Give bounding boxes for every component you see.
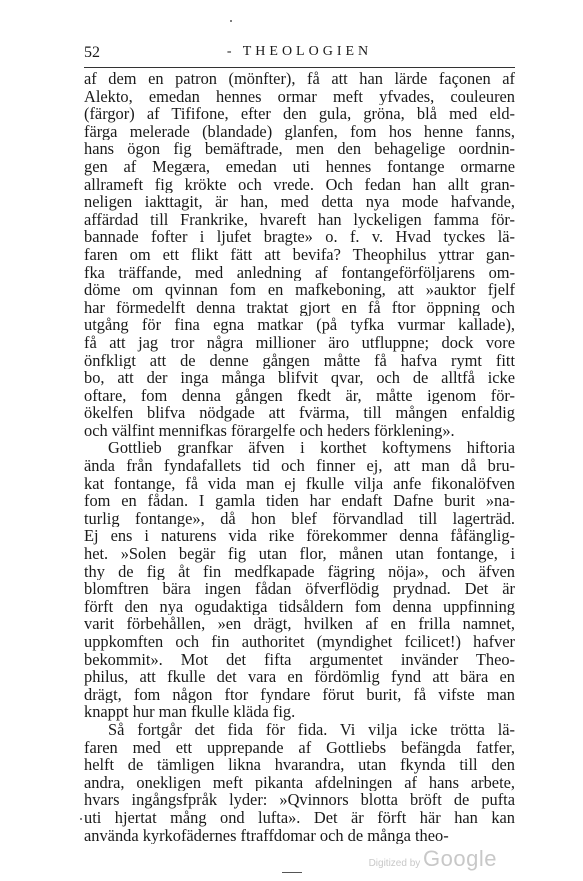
page-header [84, 44, 515, 64]
text-line: förft den nya ogudaktiga tidsåldern fom denna uppfinning [84, 597, 515, 616]
text-line: Ej ens i naturens vida rike förekommer denna fåfänglig- [84, 527, 515, 546]
text-line: önfkligt att de denne gången måtte få hafva rymt fitt [84, 351, 515, 370]
text-line: uti hjertat mång ond lufta». Det är förft här han kan [84, 808, 515, 827]
text-line: helft de tämligen likna hvarandra, utan fkynda till den [84, 756, 515, 774]
text-line: hans ögon fig bemäftrade, men den behagelige oordnin- [84, 140, 515, 158]
text-line: få att jag tror några millioner äro utfluppne; dock vore [84, 333, 515, 352]
text-line: drägt, fom någon ftor fyndare förut burit, få vifste man [84, 685, 515, 704]
text-line: ökelfen blifva nödgade att fvärma, till mången enfaldig [84, 404, 515, 422]
text-line: bannade fofter i ljufet bragte» o. f. v. Hvad tyckes lä- [84, 228, 515, 246]
text-line: gen af Megæra, emedan uti hennes fontange ormarne [84, 157, 515, 176]
text-line: knappt hur man fkulle kläda fig. [84, 703, 296, 721]
header-rule [84, 67, 515, 68]
text-line: Så fortgår det fida för fida. Vi vilja icke trötta lä- [108, 720, 515, 739]
text-line: Alekto, emedan hennes ormar meft yfvades, couleuren [84, 87, 515, 106]
text-line: fom en fådan. I gamla tiden har endaft Dafne burit »na- [84, 492, 515, 510]
body-text [84, 70, 515, 844]
text-line: het. »Solen begär fig utan flor, månen utan fontange, i [84, 545, 515, 563]
text-line: fka träffande, med anledning af fontangeförföljarens om- [84, 263, 515, 282]
text-line: faren om ett flikt fätt att bevifa? Theophilus yttrar gan- [84, 245, 515, 264]
text-line: bo, att der inga många blifvit qvar, och de alltfå icke [84, 369, 515, 387]
print-speck [80, 818, 82, 820]
text-line: turlig fontange», då hon blef förvandlad till lagerträd. [84, 509, 515, 528]
text-line: allrameft fig krökte och vrede. Och fedan han allt gran- [84, 175, 515, 194]
watermark-prefix: Digitized by [368, 858, 421, 869]
text-line: oftare, fom denna gången fkedt är, måtte igenom för- [84, 386, 515, 405]
running-title: - THEOLOGIEN [226, 44, 373, 59]
text-line: blomftren bära ingen fådan öfverflödig prydnad. Det är [84, 580, 515, 598]
text-line: bekommit». Mot det fifta argumentet invänder Theo- [84, 650, 515, 669]
text-line: färga melerade (blandade) glanfen, fom hos henne fanns, [84, 122, 515, 141]
digitization-watermark [369, 846, 497, 872]
footer-mark [282, 872, 302, 873]
text-line: döme om qvinnan fom en mafkeboning, att »auktor fjelf [84, 281, 515, 299]
text-line: neligen iakttagit, är han, med detta nya mode hafvande, [84, 193, 515, 211]
text-line: uppkomften och fin authoritet (myndighet fcilicet!) hafver [84, 633, 515, 651]
print-speck [230, 20, 232, 22]
text-line: och välfint mennifkas förargelfe och heders förklening». [84, 421, 455, 440]
text-line: andra, onekligen meft pikanta afdelningen af hans arbete, [84, 773, 515, 792]
text-line: utgång för fina egna matkar (på tyfka vurmar kallade), [84, 316, 515, 334]
text-line: ända från fyndafallets tid och finner ej, att man då bru- [84, 457, 515, 475]
text-line: har förmedelft denna traktat gjort en få ftor öppning och [84, 298, 515, 317]
text-line: af dem en patron (mönfter), få att han lärde façonen af [84, 70, 515, 88]
page-number: 52 [84, 44, 100, 61]
text-line: använda kyrkofädernes ftraffdomar och de många theo- [84, 826, 449, 845]
google-logo: Google [423, 846, 497, 871]
text-line: faren med ett upprepande af Gottliebs befängda fatfer, [84, 738, 515, 757]
text-line: kat fontange, få vida man ej fkulle vilja anfe fikonalöfven [84, 474, 515, 493]
text-line: hvars ingångsfpråk lyder: »Qvinnors blotta bröft de pufta [84, 791, 515, 809]
text-line: Gottlieb granfkar äfven i korthet koftymens hiftoria [108, 439, 515, 458]
text-line: thy de fig åt fin medfkapade fägring nöja», och äfven [84, 562, 515, 581]
text-line: (färgor) af Tififone, efter den gula, gröna, blå med eld- [84, 105, 515, 123]
text-line: varit förbehållen, »en drägt, hvilken af en frilla namnet, [84, 615, 515, 633]
text-line: affärdad till Frankrike, hvareft han lyckeligen famma för- [84, 210, 515, 229]
text-line: philus, att fkulle det vara en fördömlig fynd att bära en [84, 668, 515, 686]
